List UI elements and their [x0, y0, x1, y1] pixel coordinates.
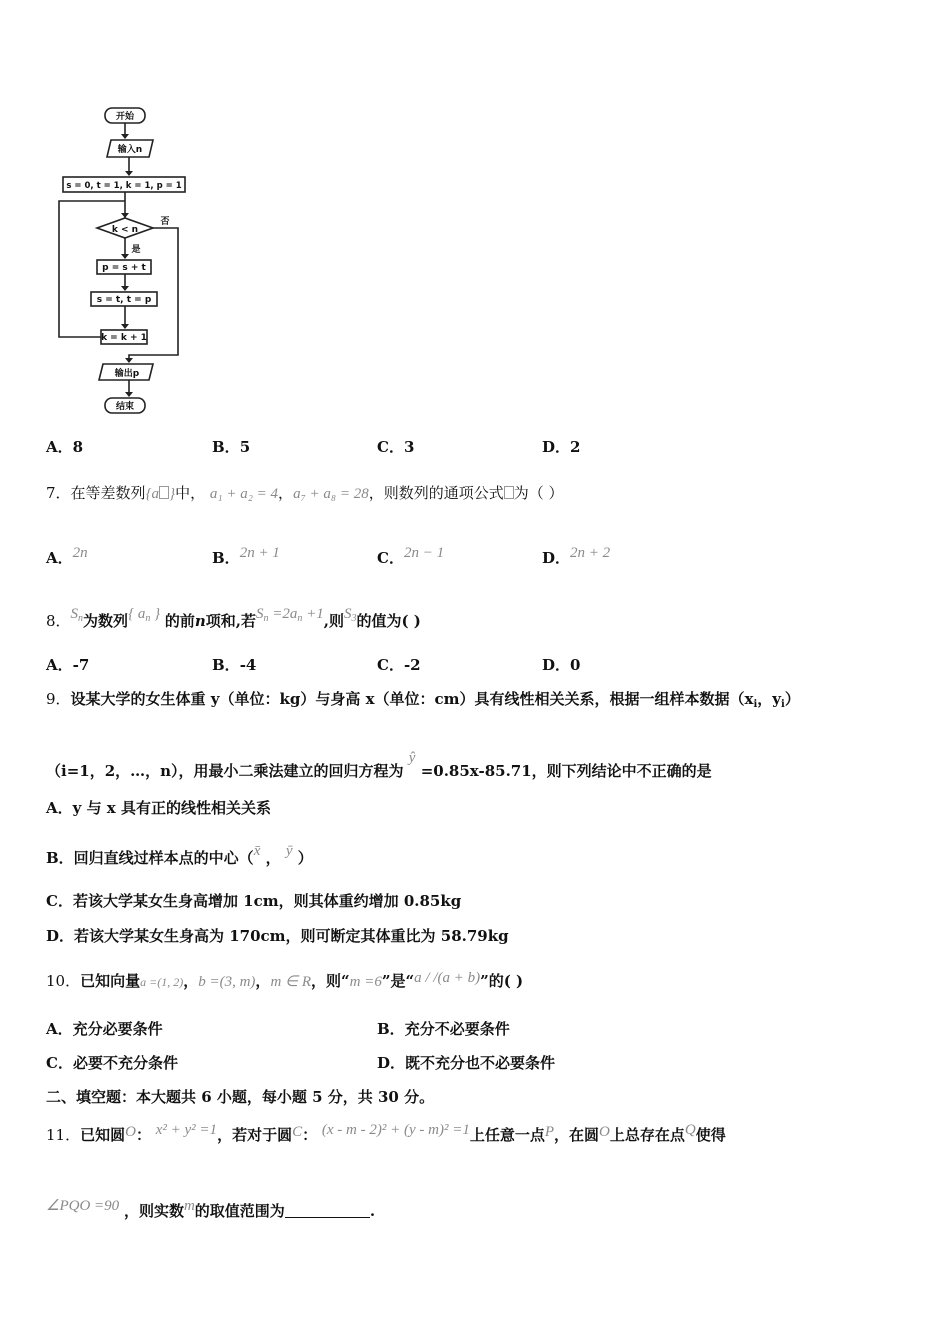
flow-condition-text: k < n: [111, 225, 139, 235]
q8-option-a: A．-7: [46, 656, 90, 674]
q11-stem-line1: 11．已知圆O： x² + y² =1，若对于圆C： (x - m - 2)² + (y - m)² =1上任意一点P，在圆O上总存在点Q使得: [46, 1122, 726, 1144]
q10-option-a: A．充分必要条件: [46, 1020, 163, 1038]
section-heading: 二、填空题：本大题共 6 小题，每小题 5 分，共 30 分。: [46, 1088, 435, 1106]
q9-stem-line2: （i=1，2，…，n），用最小二乘法建立的回归方程为 ŷ =0.85x-85.71，则下列结论中不正确的是: [46, 750, 712, 780]
q8-option-d: D．0: [542, 656, 581, 674]
q8-stem: 8．$S_n$为数列{ $a_n$ } 的前n项和,若$S_n =2a_n +1$,则$S_3$的值为( ): [46, 606, 421, 630]
q8-option-b: B．-4: [212, 656, 257, 674]
q9-option-c: C．若该大学某女生身高增加 1cm，则其体重约增加 0.85kg: [46, 892, 462, 910]
q7-option-c: C．2n − 1: [377, 545, 445, 567]
flow-step3-text: k = k + 1: [101, 333, 147, 343]
q6-option-a: A．8: [46, 438, 84, 456]
q10-option-c: C．必要不充分条件: [46, 1054, 178, 1072]
answer-blank[interactable]: [285, 1203, 370, 1218]
q7-option-a: A．2n: [46, 545, 88, 567]
flowchart: [55, 100, 205, 420]
q10-stem: 10．已知向量a =(1, 2)，b =(3, m)，m ∈ R，则“m =6”是“a / /(a + b)”的( ): [46, 970, 524, 990]
q11-stem-line2: ∠PQO =90 ，则实数m的取值范围为 .: [46, 1198, 376, 1220]
q10-option-b: B．充分不必要条件: [377, 1020, 510, 1038]
flow-output-text: 输出p: [114, 369, 140, 379]
q6-option-c: C．3: [377, 438, 415, 456]
flow-yes-text: 是: [131, 245, 141, 255]
flow-input-text: 输入n: [117, 145, 143, 155]
flow-no-text: 否: [160, 217, 170, 227]
q7-option-b: B．2n + 1: [212, 545, 280, 567]
q9-option-a: A．y 与 x 具有正的线性相关关系: [46, 799, 271, 817]
q7-option-d: D．2n + 2: [542, 545, 611, 567]
flow-start-text: 开始: [115, 112, 135, 122]
q9-option-d: D．若该大学某女生身高为 170cm，则可断定其体重比为 58.79kg: [46, 927, 509, 945]
flow-step1-text: p = s + t: [102, 263, 146, 273]
q9-stem-line1: 9．设某大学的女生体重 y（单位：kg）与身高 x（单位：cm）具有线性相关关系，根据一组样本数据（$x_i$，$y_i$）: [46, 690, 800, 710]
q8-option-c: C．-2: [377, 656, 421, 674]
q7-stem: 7．在等差数列{a }中， a₁ + a₂ = 4，a₇ + a₈ = 28，则数列的通项公式 为（ ）: [46, 484, 564, 502]
q9-option-b: B．回归直线过样本点的中心（x̄ ， ȳ ）: [46, 843, 313, 867]
q10-option-d: D．既不充分也不必要条件: [377, 1054, 556, 1072]
flow-end-text: 结束: [115, 402, 135, 412]
q6-option-b: B．5: [212, 438, 251, 456]
flow-step2-text: s = t, t = p: [96, 295, 152, 305]
q6-option-d: D．2: [542, 438, 581, 456]
flow-init-text: s = 0, t = 1, k = 1, p = 1: [66, 181, 182, 191]
